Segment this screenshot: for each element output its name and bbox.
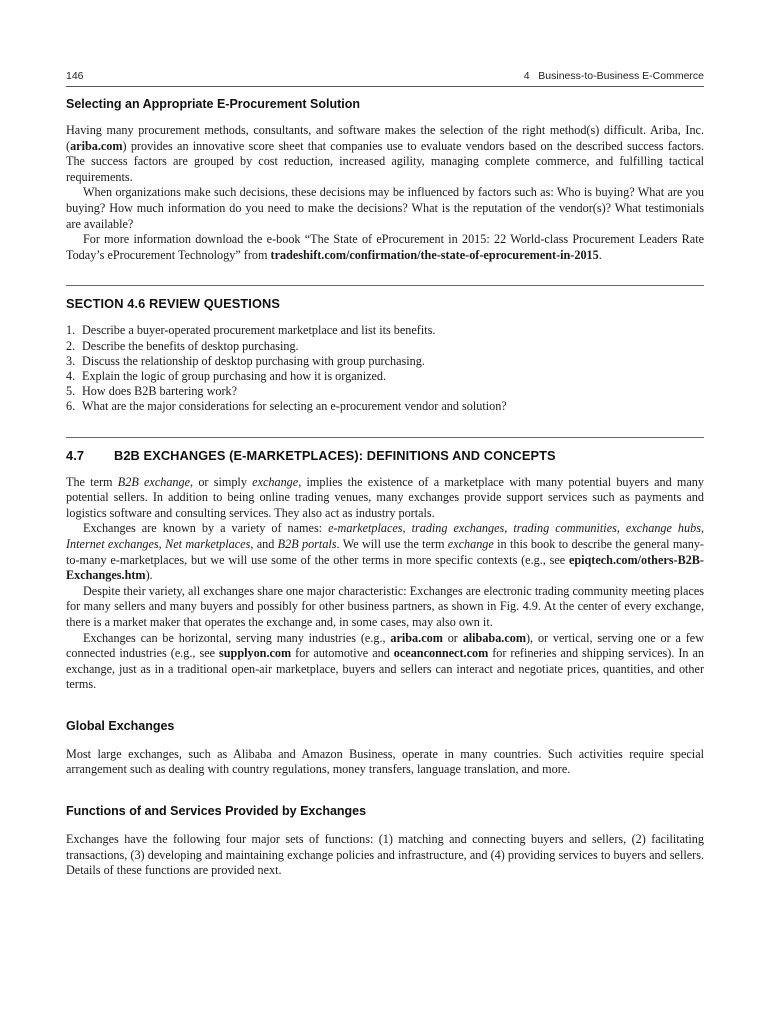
paragraph-selecting-1: Having many procurement methods, consultants, and software makes the selection of the right method(s) difficult. Ariba, Inc. (ariba.com) provides an innovative score sheet that companies use to evaluate vendors based on the described success factors. The success factors are grouped by cost reduction, increased agility, managing complete commerce, and fulfilling tactical requirements.: [66, 123, 704, 184]
heading-section-4-7: 4.7 B2B EXCHANGES (E-MARKETPLACES): DEFINITIONS AND CONCEPTS: [66, 447, 556, 463]
section-4-7: [66, 437, 704, 693]
link-ariba[interactable]: ariba.com: [70, 138, 123, 153]
review-questions-list: [66, 323, 704, 414]
page-number: 146: [66, 70, 84, 82]
running-header: [66, 70, 704, 87]
link-tradeshift[interactable]: tradeshift.com/confirmation/the-state-of-eprocurement-in-2015: [270, 247, 599, 262]
paragraph-exchanges-2: Exchanges are known by a variety of names: e-marketplaces, trading exchanges, trading communities, exchange hubs, Internet exchanges, Net marketplaces, and B2B portals. We will use the term exchange in this book to describe the general many-to-many e-marketplaces, but we will use some of the other terms in more specific contexts (e.g., see epiqtech.com/others-B2B-Exchanges.htm).: [66, 521, 705, 583]
link-ariba-2[interactable]: ariba.com: [390, 630, 443, 645]
link-oceanconnect[interactable]: oceanconnect.com: [393, 646, 489, 661]
paragraph-selecting-3: For more information download the e-book “The State of eProcurement in 2015: 22 World-class Procurement Leaders Rate Today’s eProcurement Technology” from tradeshift.com/confirmation/the-state-of-eprocurement-in-2015.: [66, 232, 704, 262]
page-body: [66, 70, 704, 879]
paragraph-exchanges-4: Exchanges can be horizontal, serving many industries (e.g., ariba.com or alibaba.com), or vertical, serving one or a few connected industries (e.g., see supplyon.com for automotive and oceanconnect.com for refineries and shipping services). In an exchange, just as in a traditional open-air marketplace, buyers and sellers can interact and negotiate prices, quantities, and other terms.: [66, 630, 705, 692]
list-item: 1. Describe a buyer-operated procurement marketplace and list its benefits.: [66, 323, 436, 338]
list-item: 6. What are the major considerations for selecting an e-procurement vendor and solution?: [66, 399, 507, 414]
paragraph-exchanges-3: Despite their variety, all exchanges share one major characteristic: Exchanges are electronic trading community meeting places for many sellers and many buyers and possibly for other business partners, as shown in Fig. 4.9. At the center of every exchange, there is a market maker that operates the exchange and, in some cases, may also own it.: [66, 583, 704, 629]
list-item: 3. Discuss the relationship of desktop purchasing with group purchasing.: [66, 353, 425, 368]
heading-functions: Functions of and Services Provided by Exchanges: [66, 804, 367, 819]
list-item: 2. Describe the benefits of desktop purchasing.: [66, 338, 299, 353]
link-epiqtech[interactable]: epiqtech.com/others-B2B-Exchanges.htm: [66, 552, 704, 583]
heading-selecting: Selecting an Appropriate E-Procurement Solution: [66, 97, 361, 111]
review-section: [66, 285, 704, 414]
link-alibaba[interactable]: alibaba.com: [462, 630, 526, 645]
chapter-title: 4 Business-to-Business E-Commerce: [523, 70, 704, 82]
list-item: 5. How does B2B bartering work?: [66, 384, 238, 399]
heading-review-questions: SECTION 4.6 REVIEW QUESTIONS: [66, 296, 280, 312]
list-item: 4. Explain the logic of group purchasing and how it is organized.: [66, 368, 387, 383]
paragraph-functions-1: Exchanges have the following four major sets of functions: (1) matching and connecting buyers and sellers, (2) facilitating transactions, (3) developing and maintaining exchange policies and infrastructure, and (4) providing services to buyers and sellers. Details of these functions are provided next.: [66, 832, 704, 878]
paragraph-exchanges-1: The term B2B exchange, or simply exchange, implies the existence of a marketplace with many potential buyers and many potential sellers. In addition to being online trading venues, many exchanges provide support services such as payments and logistics software and consulting services. They also act as industry portals.: [66, 474, 704, 520]
paragraph-selecting-2: When organizations make such decisions, these decisions may be influenced by factors such as: Who is buying? What are you buying? How much information do you need to make the decisions? What is the reputation of the vendor(s)? What testimonials are available?: [66, 185, 704, 231]
heading-global-exchanges: Global Exchanges: [66, 718, 175, 733]
paragraph-global-1: Most large exchanges, such as Alibaba and Amazon Business, operate in many countries. Such activities require special arrangement such as dealing with country regulations, money transfers, language translation, and more.: [66, 746, 704, 777]
link-supplyon[interactable]: supplyon.com: [219, 646, 292, 661]
